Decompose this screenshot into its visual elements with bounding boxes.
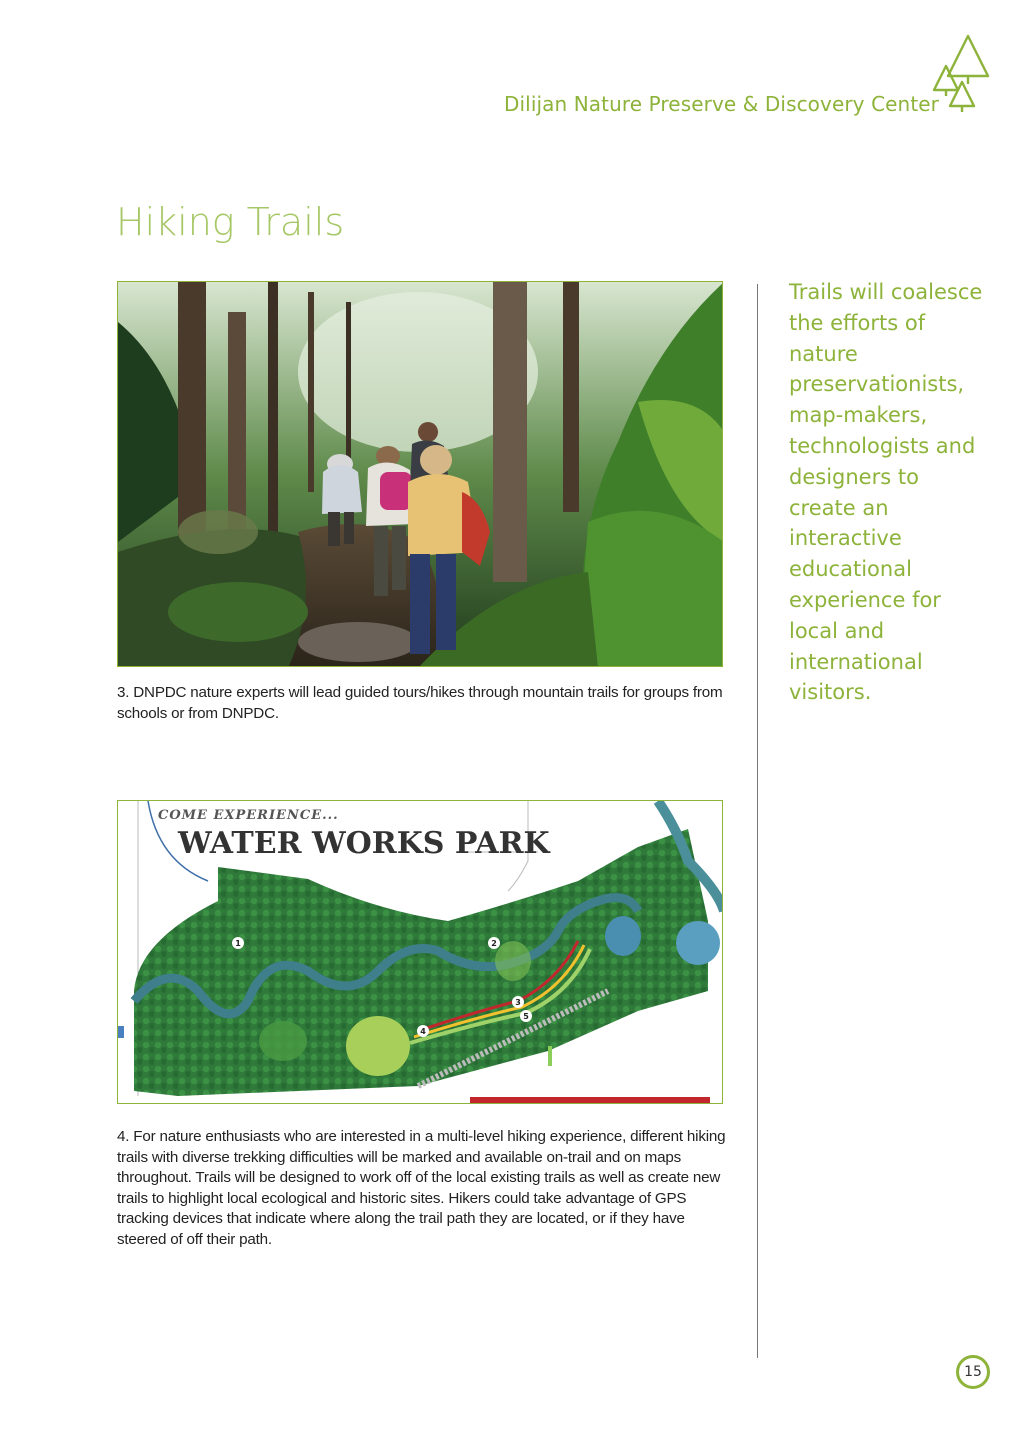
figure-3-caption: 3. DNPDC nature experts will lead guided tours/hikes through mountain trails for groups from schools or from DNPDC. [117, 684, 723, 722]
map-title: WATER WORKS PARK [178, 826, 550, 861]
page-title: Hiking Trails [116, 200, 345, 244]
map-marker-2: 2 [491, 939, 497, 948]
map-marker-3: 3 [515, 998, 521, 1007]
map-marker-1: 1 [235, 939, 241, 948]
page-number: 15 [956, 1355, 990, 1389]
figure-4-caption: 4. For nature enthusiasts who are interested in a multi-level hiking experience, different hiking trails with diverse trekking difficulties will be marked and available on-trail and on maps throughout. Trails will be designed to work off of the local existing trails as well as create new trails to highlight local ecological and historic sites. Hikers could take advantage of GPS tracking devices that indicate where along the trail path they are located, or if they have steered of off their path. [117, 1128, 726, 1248]
map-marker-5: 5 [523, 1012, 529, 1021]
column-divider [757, 284, 758, 1358]
hikers-forest-photo [117, 281, 723, 667]
map-marker-4: 4 [420, 1027, 426, 1036]
map-tagline: COME EXPERIENCE... [158, 808, 339, 823]
header-title: Dilijan Nature Preserve & Discovery Center [504, 92, 939, 116]
water-works-park-map [117, 800, 723, 1104]
pine-trees-icon [932, 32, 992, 114]
pull-quote: Trails will coalesce the efforts of nature preservationists, map-makers, technologists and designers to create an interactive educational experience for local and international visitors. [789, 280, 983, 705]
